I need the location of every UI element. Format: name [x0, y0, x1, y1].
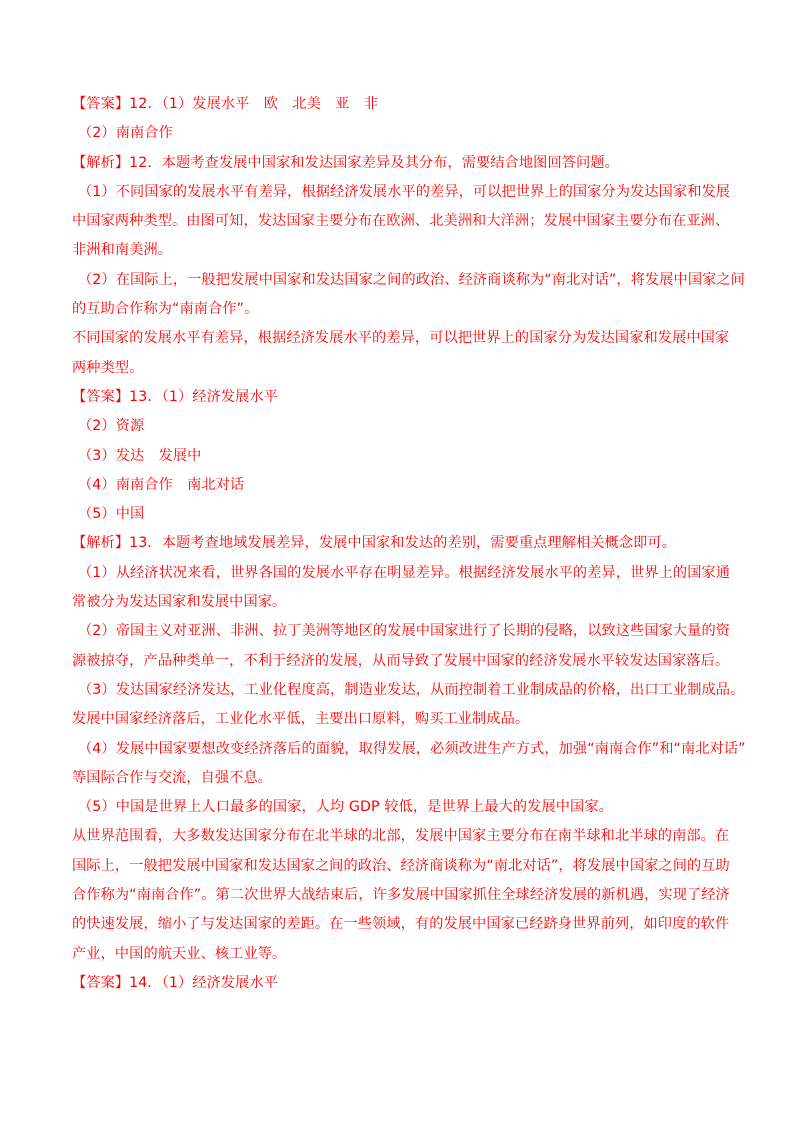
analysis-12-para-1-line-1: （1）不同国家的发展水平有差异，根据经济发展水平的差异，可以把世界上的国家分为发达国家和发展	[78, 183, 731, 200]
answer-13-item-4: （4）南南合作 南北对话	[78, 476, 245, 493]
analysis-12-para-2-line-1: （2）在国际上，一般把发展中国家和发达国家之间的政治、经济商谈称为“南北对话”，将发展中国家之间	[78, 271, 745, 288]
analysis-13-para-5: （5）中国是世界上人口最多的国家，人均 GDP 较低，是世界上最大的发展中国家。	[78, 799, 613, 816]
analysis-13-summary-line-4: 的快速发展，缩小了与发达国家的差距。在一些领域，有的发展中国家已经跻身世界前列，如印度的软件	[72, 916, 730, 933]
answer-13-heading: 【答案】13．（1）经济发展水平	[72, 388, 279, 405]
analysis-12-summary-line-1: 不同国家的发展水平有差异，根据经济发展水平的差异，可以把世界上的国家分为发达国家和发展中国家	[72, 330, 730, 347]
analysis-13-para-4-line-1: （4）发展中国家要想改变经济落后的面貌，取得发展，必须改进生产方式，加强“南南合作”和“南北对话”	[78, 740, 746, 757]
analysis-13-heading: 【解析】13．本题考查地域发展差异，发展中国家和发达的差别，需要重点理解相关概念即可。	[72, 535, 677, 552]
analysis-12-heading: 【解析】12．本题考查发展中国家和发达国家差异及其分布，需要结合地图回答问题。	[72, 154, 619, 171]
analysis-12-para-1-line-3: 非洲和南美洲。	[72, 242, 173, 259]
analysis-12-para-1-line-2: 中国家两种类型。由图可知，发达国家主要分布在欧洲、北美洲和大洋洲；发展中国家主要分布在亚洲、	[72, 213, 730, 230]
analysis-13-summary-line-1: 从世界范围看，大多数发达国家分布在北半球的北部，发展中国家主要分布在南半球和北半球的南部。在	[72, 828, 730, 845]
analysis-13-summary-line-3: 合作称为“南南合作”。第二次世界大战结束后，许多发展中国家抓住全球经济发展的新机遇，实现了经济	[72, 887, 730, 904]
analysis-13-para-2-line-1: （2）帝国主义对亚洲、非洲、拉丁美洲等地区的发展中国家进行了长期的侵略，以致这些国家大量的资	[78, 623, 731, 640]
analysis-13-para-3-line-1: （3）发达国家经济发达，工业化程度高，制造业发达，从而控制着工业制成品的价格，出口工业制成品。	[78, 681, 745, 698]
answer-13-item-3: （3）发达 发展中	[78, 447, 202, 464]
analysis-13-para-3-line-2: 发展中国家经济落后，工业化水平低，主要出口原料，购买工业制成品。	[72, 711, 530, 728]
analysis-12-summary-line-2: 两种类型。	[72, 359, 144, 376]
answer-12-heading: 【答案】12．（1）发展水平 欧 北美 亚 非	[72, 96, 379, 112]
answer-13-item-5: （5）中国	[78, 506, 145, 523]
analysis-13-summary-line-2: 国际上，一般把发展中国家和发达国家之间的政治、经济商谈称为“南北对话”，将发展中国家之间的互助	[72, 857, 730, 874]
answer-14-heading: 【答案】14．（1）经济发展水平	[72, 974, 279, 991]
answer-13-item-2: （2）资源	[78, 418, 145, 435]
analysis-13-summary-line-5: 产业，中国的航天业、核工业等。	[72, 945, 287, 962]
analysis-12-para-2-line-2: 的互助合作称为“南南合作”。	[72, 301, 259, 318]
answer-analysis-text	[72, 90, 746, 998]
answer-12-item-2: （2）南南合作	[78, 125, 173, 142]
analysis-13-para-4-line-2: 等国际合作与交流，自强不息。	[72, 769, 273, 786]
analysis-13-para-1-line-2: 常被分为发达国家和发展中国家。	[72, 594, 287, 611]
analysis-13-para-2-line-2: 源被掠夺，产品种类单一，不利于经济的发展，从而导致了发展中国家的经济发展水平较发达国家落后。	[72, 652, 730, 669]
analysis-13-para-1-line-1: （1）从经济状况来看，世界各国的发展水平存在明显差异。根据经济发展水平的差异，世界上的国家通	[78, 564, 731, 581]
